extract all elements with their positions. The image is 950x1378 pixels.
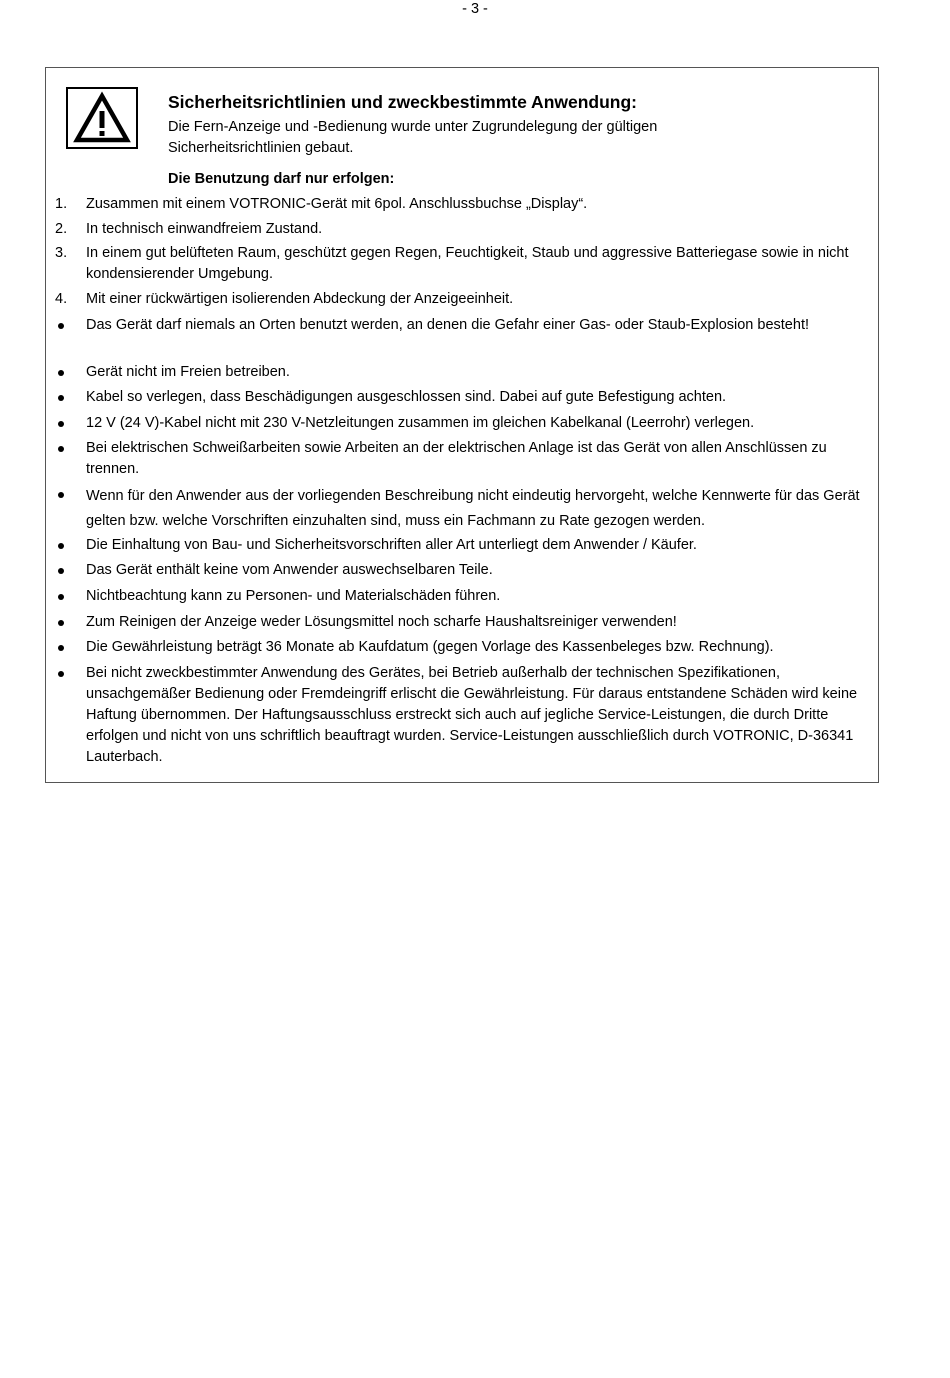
item-text: Das Gerät darf niemals an Orten benutzt werden, an denen die Gefahr einer Gas- oder Staub-Explosion besteht! (86, 317, 809, 333)
item-text: Das Gerät enthält keine vom Anwender auswechselbaren Teile. (86, 562, 493, 578)
page-number: - 3 - (462, 1, 488, 17)
warning-triangle-glyph (68, 89, 136, 147)
item-text: In technisch einwandfreiem Zustand. (86, 221, 323, 237)
item-text: 12 V (24 V)-Kabel nicht mit 230 V-Netzleitungen zusammen im gleichen Kabelkanal (Leerrohr) verlegen. (86, 415, 755, 431)
item-number: 2. (55, 221, 68, 237)
bullet-icon (58, 446, 64, 452)
item-text: Zusammen mit einem VOTRONIC-Gerät mit 6pol. Anschlussbuchse „Display“. (86, 196, 588, 212)
bullet-icon (58, 395, 64, 401)
item-text: Die Gewährleistung beträgt 36 Monate ab Kaufdatum (gegen Vorlage des Kassenbeleges bzw. Rechnung). (86, 639, 774, 655)
bullet-icon (58, 370, 64, 376)
bullet-icon (58, 645, 64, 651)
item-text: In einem gut belüfteten Raum, geschützt gegen Regen, Feuchtigkeit, Staub und aggressive Batteriegase sowie in nicht kondensierender Umgebung. (86, 245, 849, 282)
item-text: Zum Reinigen der Anzeige weder Lösungsmittel noch scharfe Haushaltsreiniger verwenden! (86, 614, 677, 630)
item-number: 3. (55, 245, 68, 261)
item-text: Kabel so verlegen, dass Beschädigungen ausgeschlossen sind. Dabei auf gute Befestigung achten. (86, 389, 727, 405)
bullet-icon (58, 492, 64, 498)
bullet-icon (58, 323, 64, 329)
bullet-icon (58, 620, 64, 626)
safety-intro: Die Fern-Anzeige und -Bedienung wurde unter Zugrundelegung der gültigen Sicherheitsrichtlinien gebaut. (168, 119, 658, 156)
item-text: Bei nicht zweckbestimmter Anwendung des Gerätes, bei Betrieb außerhalb der technischen Spezifikationen, unsachgemäßer Bedienung oder Fremdeingriff erlischt die Gewährleistung. Für daraus entstandene Schäden wird keine Haftung übernommen. Der Haftungsausschluss erstreckt sich auch auf jegliche Service-Leistungen, die durch Dritte erfolgen und nicht von uns schriftlich beauftragt wurden. Service-Leistungen ausschließlich durch VOTRONIC, D-36341 Lauterbach. (86, 665, 858, 765)
item-number: 1. (55, 196, 68, 212)
warning-triangle-icon (66, 87, 138, 149)
usage-heading: Die Benutzung darf nur erfolgen: (168, 171, 395, 187)
item-text: Wenn für den Anwender aus der vorliegenden Beschreibung nicht eindeutig hervorgeht, welche Kennwerte für das Gerät gelten bzw. welche Vorschriften einzuhalten sind, muss ein Fachmann zu Rate gezogen werden. (86, 488, 860, 529)
bullet-icon (58, 568, 64, 574)
safety-notice-box (45, 67, 879, 783)
item-text: Nichtbeachtung kann zu Personen- und Materialschäden führen. (86, 588, 501, 604)
bullet-icon (58, 421, 64, 427)
bullet-icon (58, 671, 64, 677)
safety-heading: Sicherheitsrichtlinien und zweckbestimmte Anwendung: (168, 92, 638, 112)
item-text: Die Einhaltung von Bau- und Sicherheitsvorschriften aller Art unterliegt dem Anwender / Käufer. (86, 537, 697, 553)
item-text: Mit einer rückwärtigen isolierenden Abdeckung der Anzeigeeinheit. (86, 291, 514, 307)
item-text: Bei elektrischen Schweißarbeiten sowie Arbeiten an der elektrischen Anlage ist das Gerät von allen Anschlüssen zu trennen. (86, 440, 827, 477)
bullet-icon (58, 543, 64, 549)
item-number: 4. (55, 291, 68, 307)
item-text: Gerät nicht im Freien betreiben. (86, 364, 290, 380)
bullet-icon (58, 594, 64, 600)
